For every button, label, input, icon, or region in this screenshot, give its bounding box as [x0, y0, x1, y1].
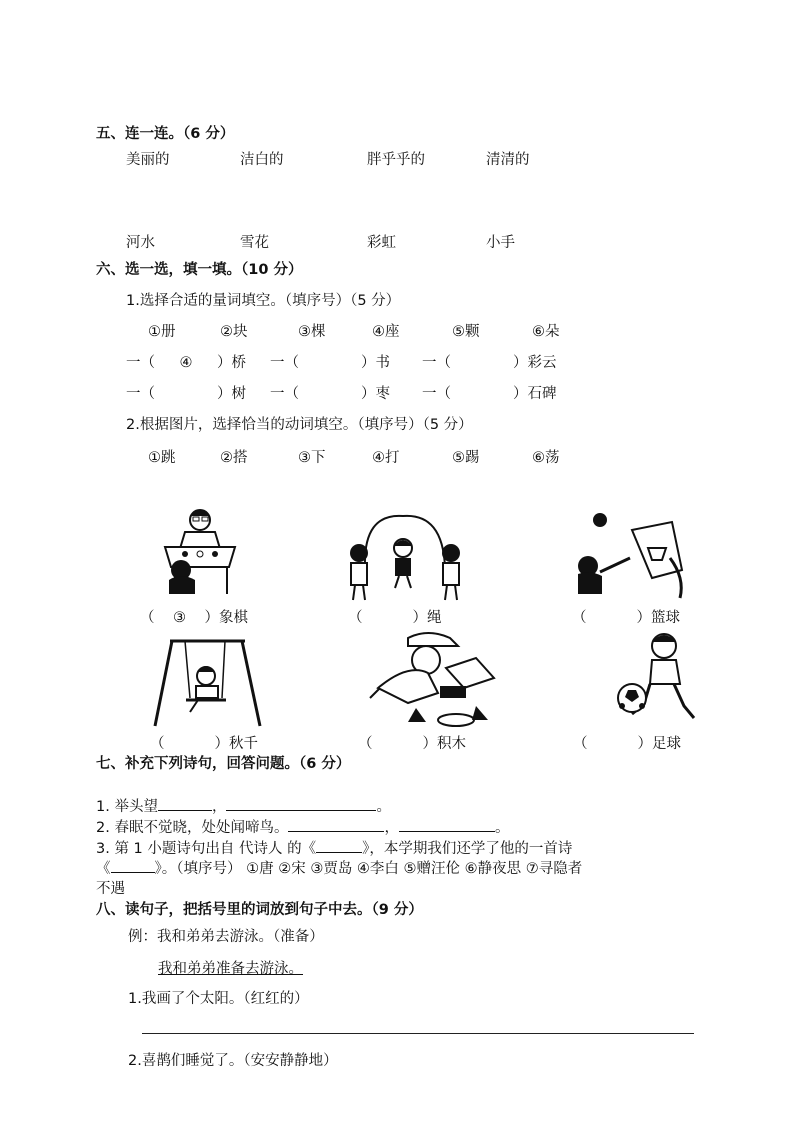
measure-option-3: ③棵 — [298, 324, 326, 340]
section-8-title: 八、读句子，把括号里的词放到句子中去。（9 分） — [96, 902, 423, 918]
verb-option-4: ④打 — [372, 450, 400, 466]
measure-fill-bridge[interactable]: 一（ ④ ）桥 — [126, 355, 246, 371]
verb-fill-rope[interactable]: （ ）绳 — [348, 610, 442, 626]
q1-prompt: 1.选择合适的量词填空。（填序号）（5 分） — [126, 293, 401, 309]
measure-option-4: ④座 — [372, 324, 400, 340]
section-5-title: 五、连一连。（6 分） — [96, 126, 235, 142]
match-top-word-1: 美丽的 — [126, 152, 170, 168]
verb-fill-chess[interactable]: （ ③ ）象棋 — [140, 610, 248, 626]
verb-fill-blocks[interactable]: （ ）积木 — [358, 736, 466, 752]
verb-fill-swing[interactable]: （ ）秋千 — [150, 736, 258, 752]
measure-option-6: ⑥朵 — [532, 324, 560, 340]
measure-option-2: ②块 — [220, 324, 248, 340]
match-bottom-word-2: 雪花 — [240, 235, 269, 251]
poem-question-3: 3. 第 1 小题诗句出自 代诗人 的《 》，本学期我们还学了他的一首诗 — [96, 837, 572, 858]
verb-fill-basketball[interactable]: （ ）篮球 — [572, 610, 680, 626]
poem-blank[interactable] — [226, 796, 376, 811]
poem-question-3-end: 不遇 — [96, 881, 125, 897]
match-bottom-word-1: 河水 — [126, 235, 155, 251]
answer-line-1[interactable] — [142, 1033, 694, 1034]
measure-fill-book[interactable]: 一（ ）书 — [270, 355, 390, 371]
verb-option-5: ⑤踢 — [452, 450, 480, 466]
poem-line-1: 1. 举头望 ， 。 — [96, 795, 391, 816]
poem-blank[interactable] — [158, 796, 212, 811]
poem-title-blank[interactable] — [316, 838, 362, 853]
measure-option-1: ①册 — [148, 324, 176, 340]
poem-line-2: 2. 春眠不觉晓，处处闻啼鸟。 ， 。 — [96, 816, 509, 837]
example-answer: 我和弟弟准备去游泳。 — [158, 961, 303, 977]
measure-fill-date[interactable]: 一（ ）枣 — [270, 386, 390, 402]
match-top-word-2: 洁白的 — [240, 152, 284, 168]
verb-fill-soccer[interactable]: （ ）足球 — [573, 736, 681, 752]
swing-child-icon — [150, 636, 265, 731]
rewrite-question-2: 2.喜鹊们睡觉了。（安安静静地） — [128, 1053, 338, 1069]
verb-option-3: ③下 — [298, 450, 326, 466]
poem-title-blank[interactable] — [111, 858, 155, 873]
example-sentence: 例：我和弟弟去游泳。（准备） — [128, 929, 324, 945]
verb-option-6: ⑥荡 — [532, 450, 560, 466]
poem-blank[interactable] — [288, 817, 384, 832]
match-top-word-4: 清清的 — [486, 152, 530, 168]
measure-option-5: ⑤颗 — [452, 324, 480, 340]
chess-players-icon — [155, 502, 240, 602]
section-6-title: 六、选一选，填一填。（10 分） — [96, 262, 303, 278]
building-blocks-child-icon — [368, 628, 498, 728]
answer-slot[interactable]: ④ — [179, 355, 193, 371]
basketball-player-icon — [570, 508, 690, 603]
match-top-word-3: 胖乎乎的 — [367, 152, 425, 168]
soccer-boy-icon — [612, 630, 702, 728]
q2-prompt: 2.根据图片，选择恰当的动词填空。（填序号）（5 分） — [126, 417, 473, 433]
poem-question-3-cont: 《 》。（填序号） ①唐 ②宋 ③贾岛 ④李白 ⑤赠汪伦 ⑥静夜思 ⑦寻隐者 — [96, 857, 582, 878]
verb-option-2: ②搭 — [220, 450, 248, 466]
measure-fill-cloud[interactable]: 一（ ）彩云 — [422, 355, 557, 371]
measure-fill-stele[interactable]: 一（ ）石碑 — [422, 386, 557, 402]
answer-slot[interactable]: ③ — [173, 610, 186, 626]
match-bottom-word-3: 彩虹 — [367, 235, 396, 251]
rewrite-question-1: 1.我画了个太阳。（红红的） — [128, 991, 309, 1007]
poem-blank[interactable] — [399, 817, 495, 832]
section-7-title: 七、补充下列诗句，回答问题。（6 分） — [96, 756, 351, 772]
jump-rope-children-icon — [343, 508, 473, 608]
verb-option-1: ①跳 — [148, 450, 176, 466]
match-bottom-word-4: 小手 — [486, 235, 515, 251]
measure-fill-tree[interactable]: 一（ ）树 — [126, 386, 246, 402]
